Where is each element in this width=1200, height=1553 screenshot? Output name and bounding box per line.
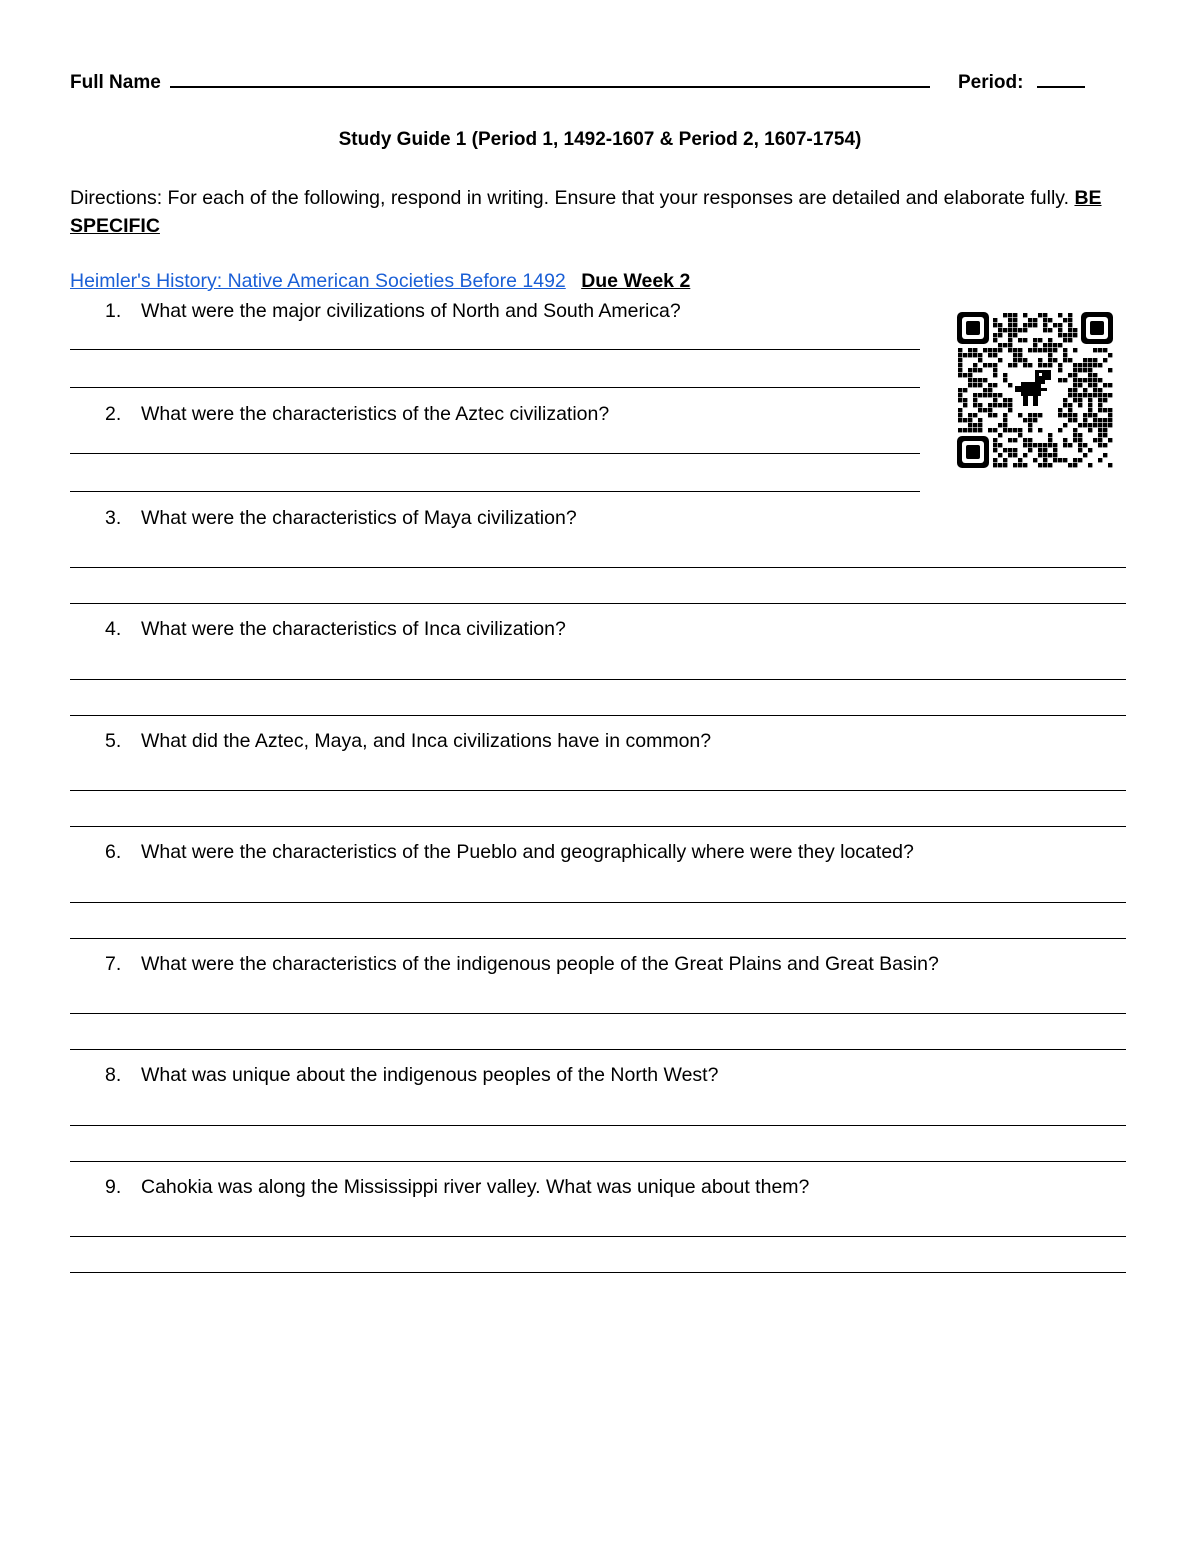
answer-line[interactable] — [70, 790, 1126, 791]
question-9 — [105, 1176, 809, 1199]
answer-line[interactable] — [70, 679, 1126, 680]
directions — [70, 184, 1130, 240]
period-blank[interactable] — [1037, 70, 1085, 88]
answer-line[interactable] — [70, 453, 920, 454]
due-label: Due Week 2 — [581, 270, 691, 292]
full-name-label: Full Name — [70, 72, 161, 93]
directions-text: Directions: For each of the following, respond in writing. Ensure that your responses are detailed and elaborate fully. — [70, 187, 1070, 209]
question-number: 1. — [105, 300, 122, 322]
question-number: 9. — [105, 1176, 122, 1198]
question-number: 4. — [105, 618, 122, 640]
dinosaur-icon — [1015, 370, 1051, 406]
qr-code-icon — [955, 310, 1115, 470]
page-title: Study Guide 1 (Period 1, 1492-1607 & Period 2, 1607-1754) — [338, 129, 862, 150]
question-text: Cahokia was along the Mississippi river valley. What was unique about them? — [141, 1176, 810, 1198]
question-number: 2. — [105, 403, 122, 425]
question-6 — [105, 841, 914, 864]
question-1 — [105, 300, 681, 323]
full-name-row — [70, 70, 930, 94]
full-name-blank[interactable] — [170, 70, 930, 88]
directions-emphasis: BE SPECIFIC — [70, 187, 1102, 237]
answer-line[interactable] — [70, 349, 920, 350]
question-number: 3. — [105, 507, 122, 529]
question-number: 6. — [105, 841, 122, 863]
answer-line[interactable] — [70, 1125, 1126, 1126]
question-text: What were the characteristics of the indigenous people of the Great Plains and Great Basin? — [141, 953, 939, 975]
question-text: What were the characteristics of Maya civilization? — [141, 507, 577, 529]
answer-line[interactable] — [70, 826, 1126, 827]
question-number: 8. — [105, 1064, 122, 1086]
answer-line[interactable] — [70, 715, 1126, 716]
answer-line[interactable] — [70, 567, 1126, 568]
question-text: What did the Aztec, Maya, and Inca civilizations have in common? — [141, 730, 712, 752]
question-number: 5. — [105, 730, 122, 752]
answer-line[interactable] — [70, 387, 920, 388]
answer-line[interactable] — [70, 1161, 1126, 1162]
question-text: What was unique about the indigenous peoples of the North West? — [141, 1064, 719, 1086]
period-row — [958, 70, 1085, 94]
question-2 — [105, 403, 609, 426]
question-7 — [105, 953, 939, 976]
question-text: What were the characteristics of the Pueblo and geographically where were they located? — [141, 841, 914, 863]
question-text: What were the characteristics of the Aztec civilization? — [141, 403, 610, 425]
answer-line[interactable] — [70, 1236, 1126, 1237]
question-5 — [105, 730, 711, 753]
question-text: What were the major civilizations of North and South America? — [141, 300, 681, 322]
question-4 — [105, 618, 566, 641]
question-8 — [105, 1064, 718, 1087]
answer-line[interactable] — [70, 902, 1126, 903]
question-3 — [105, 507, 577, 530]
video-link[interactable]: Heimler's History: Native American Societies Before 1492 — [70, 270, 566, 292]
period-label: Period: — [958, 72, 1024, 93]
answer-line[interactable] — [70, 1272, 1126, 1273]
answer-line[interactable] — [70, 491, 920, 492]
question-number: 7. — [105, 953, 122, 975]
answer-line[interactable] — [70, 1013, 1126, 1014]
answer-line[interactable] — [70, 1049, 1126, 1050]
answer-line[interactable] — [70, 938, 1126, 939]
answer-line[interactable] — [70, 603, 1126, 604]
video-row — [70, 270, 690, 293]
question-text: What were the characteristics of Inca civilization? — [141, 618, 566, 640]
